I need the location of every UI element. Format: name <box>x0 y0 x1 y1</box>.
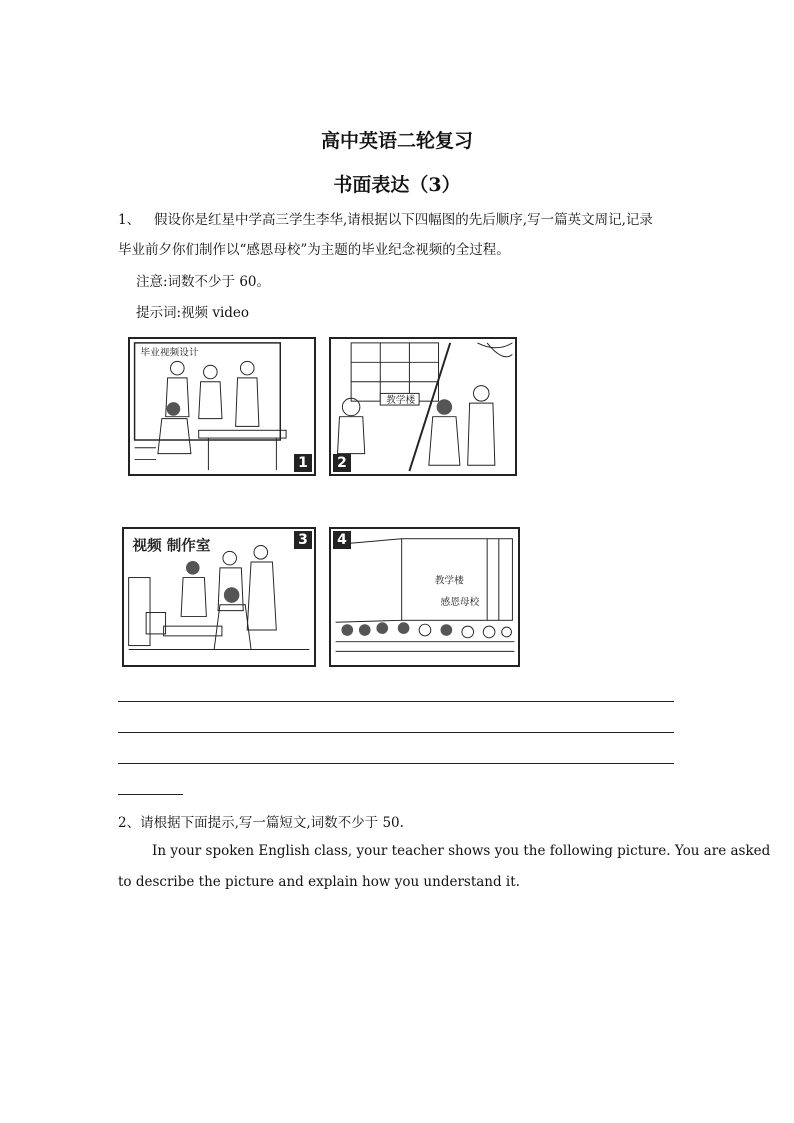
picture-3-number: 3 <box>294 531 312 549</box>
q1-number: 1、 <box>118 212 141 228</box>
q1-hint-words: 提示词:视频 video <box>136 305 250 321</box>
picture-1-illustration <box>130 339 314 474</box>
picture-1 <box>128 337 316 476</box>
picture-3-sign: 视频 制作室 <box>132 537 211 555</box>
q2-prompt-line2: to describe the picture and explain how you understand it. <box>118 874 520 890</box>
q2-prompt-line1: In your spoken English class, your teacher shows you the following picture. You are asked <box>152 843 771 859</box>
picture-1-sign: 毕业视频设计 <box>140 347 199 359</box>
page-title: 高中英语二轮复习 <box>320 130 473 152</box>
q1-instruction-line2: 毕业前夕你们制作以“感恩母校”为主题的毕业纪念视频的全过程。 <box>118 242 510 258</box>
q2-instruction: 2、请根据下面提示,写一篇短文,词数不少于 50. <box>118 815 404 831</box>
q1-instruction-line1: 假设你是红星中学高三学生李华,请根据以下四幅图的先后顺序,写一篇英文周记,记录 <box>154 212 653 228</box>
picture-4-sign-line1: 教学楼 <box>434 575 464 587</box>
q1-word-count-note: 注意:词数不少于 60。 <box>136 274 271 290</box>
page-subtitle: 书面表达（3） <box>333 174 461 196</box>
picture-1-number: 1 <box>294 454 312 472</box>
answer-line <box>118 763 674 764</box>
picture-3-illustration <box>124 529 314 665</box>
picture-4 <box>329 527 520 667</box>
picture-2-number: 2 <box>333 454 351 472</box>
answer-line-short <box>118 794 183 795</box>
picture-2-illustration <box>331 339 515 474</box>
picture-2-sign: 教学楼 <box>386 395 416 407</box>
picture-4-sign-line2: 感恩母校 <box>440 596 480 608</box>
picture-2 <box>329 337 517 476</box>
picture-4-number: 4 <box>333 531 351 549</box>
picture-3 <box>122 527 316 667</box>
picture-4-illustration <box>331 529 518 665</box>
answer-line <box>118 701 674 702</box>
answer-line <box>118 732 674 733</box>
